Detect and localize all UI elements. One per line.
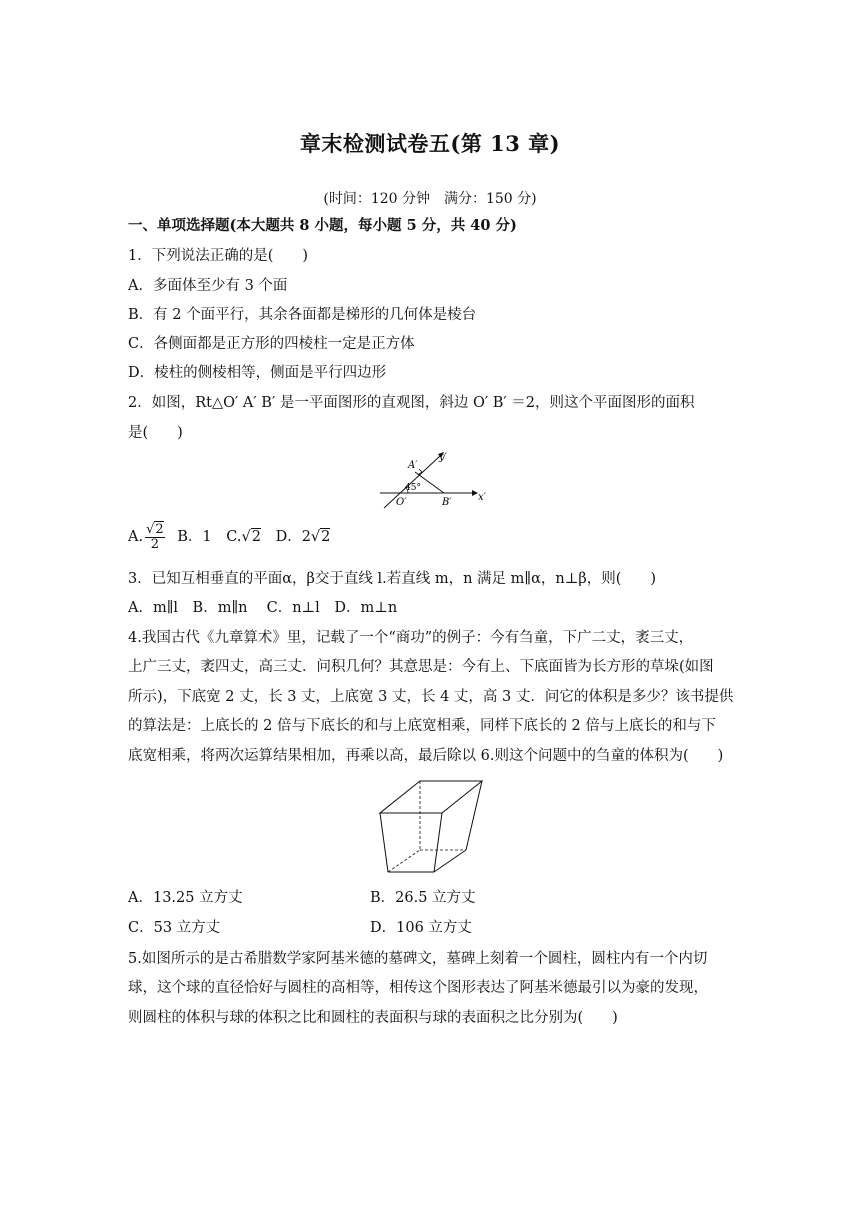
label-o: O′	[396, 497, 407, 508]
q4-line3: 所示)，下底宽 2 丈，长 3 丈，上底宽 3 丈，长 4 丈，高 3 丈．问它的体积是多少？该书提供	[128, 689, 734, 705]
q4-line1: 4.我国古代《九章算术》里，记载了一个“商功”的例子：今有刍童，下广二丈，袤三丈，	[128, 630, 694, 646]
q5-line1: 5.如图所示的是古希腊数学家阿基米德的墓碑文，墓碑上刻着一个圆柱，圆柱内有一个内切	[128, 951, 708, 967]
q4-line2: 上广三丈，袤四丈，高三丈．问积几何？其意思是：今有上、下底面皆为长方形的草垛(如图	[128, 659, 714, 675]
q1-option-d: D．棱柱的侧棱相等，侧面是平行四边形	[128, 365, 387, 381]
q2-option-d-radicand: 2	[321, 529, 331, 545]
q2-stem-line1: 2．如图，Rt△O′ A′ B′ 是一平面图形的直观图，斜边 O′ B′ ＝2，则这个平面图形的面积	[128, 395, 695, 411]
q5-line2: 球，这个球的直径恰好与圆柱的高相等，相传这个图形表达了阿基米德最引以为豪的发现，	[128, 980, 708, 996]
q2-option-a-prefix: A.	[128, 529, 144, 545]
q2-option-c-radicand: 2	[251, 529, 261, 545]
q4-option-b: B．26.5 立方丈	[370, 890, 476, 906]
q2-stem-line2: 是( )	[128, 425, 183, 441]
q5-line3: 则圆柱的体积与球的体积之比和圆柱的表面积与球的表面积之比分别为( )	[128, 1010, 618, 1026]
q2-option-a-numerator: 2	[155, 521, 164, 537]
q4-option-a: A．13.25 立方丈	[128, 890, 243, 906]
q4-line5: 底宽相乘，将两次运算结果相加，再乘以高，最后除以 6.则这个问题中的刍童的体积为( )	[128, 748, 724, 764]
q2-option-d-prefix: D．2	[275, 529, 311, 545]
q2-option-b: B．1	[177, 529, 212, 545]
top-face	[380, 781, 482, 813]
q2-option-a-fraction: $\frac{√2}{2}$	[146, 521, 164, 552]
edge-front-left	[380, 813, 388, 872]
label-y: y′	[439, 452, 447, 463]
q3-stem: 3．已知互相垂直的平面α，β交于直线 l.若直线 m，n 满足 m∥α，n⊥β，则( )	[128, 571, 657, 587]
q2-option-a-denominator: 2	[150, 536, 160, 552]
q2-options: A. $\frac{√2}{2}$ B．1 C.√2 D．2√2	[128, 521, 331, 552]
q2-figure	[374, 448, 490, 514]
label-a: A′	[408, 460, 418, 471]
q3-options: A．m∥l B．m∥n C．n⊥l D．m⊥n	[128, 600, 398, 616]
q4-frustum-figure	[376, 778, 486, 878]
label-angle: 45°	[405, 483, 421, 493]
section-heading: 一、单项选择题(本大题共 8 小题，每小题 5 分，共 40 分)	[128, 217, 517, 234]
q4-option-c: C．53 立方丈	[128, 920, 221, 936]
q2-option-c-prefix: C.	[226, 529, 242, 545]
label-b: B′	[442, 497, 452, 508]
edge-front-right	[434, 813, 442, 872]
q1-option-c: C．各侧面都是正方形的四棱柱一定是正方体	[128, 336, 415, 352]
q1-option-a: A．多面体至少有 3 个面	[128, 278, 288, 294]
q4-line4: 的算法是：上底长的 2 倍与下底长的和与上底宽相乘，同样下底长的 2 倍与上底长的和与下	[128, 718, 716, 734]
hidden-edge-bottom-left	[388, 850, 420, 872]
page-title: 章末检测试卷五(第 13 章)	[299, 131, 561, 156]
exam-info: (时间：120 分钟 满分：150 分)	[323, 191, 537, 207]
q1-stem: 1．下列说法正确的是( )	[128, 248, 309, 264]
q1-option-b: B．有 2 个面平行，其余各面都是梯形的几何体是棱台	[128, 307, 477, 323]
q4-option-d: D．106 立方丈	[370, 920, 472, 936]
edge-bottom-right	[434, 850, 466, 872]
label-x: x′	[478, 492, 486, 503]
